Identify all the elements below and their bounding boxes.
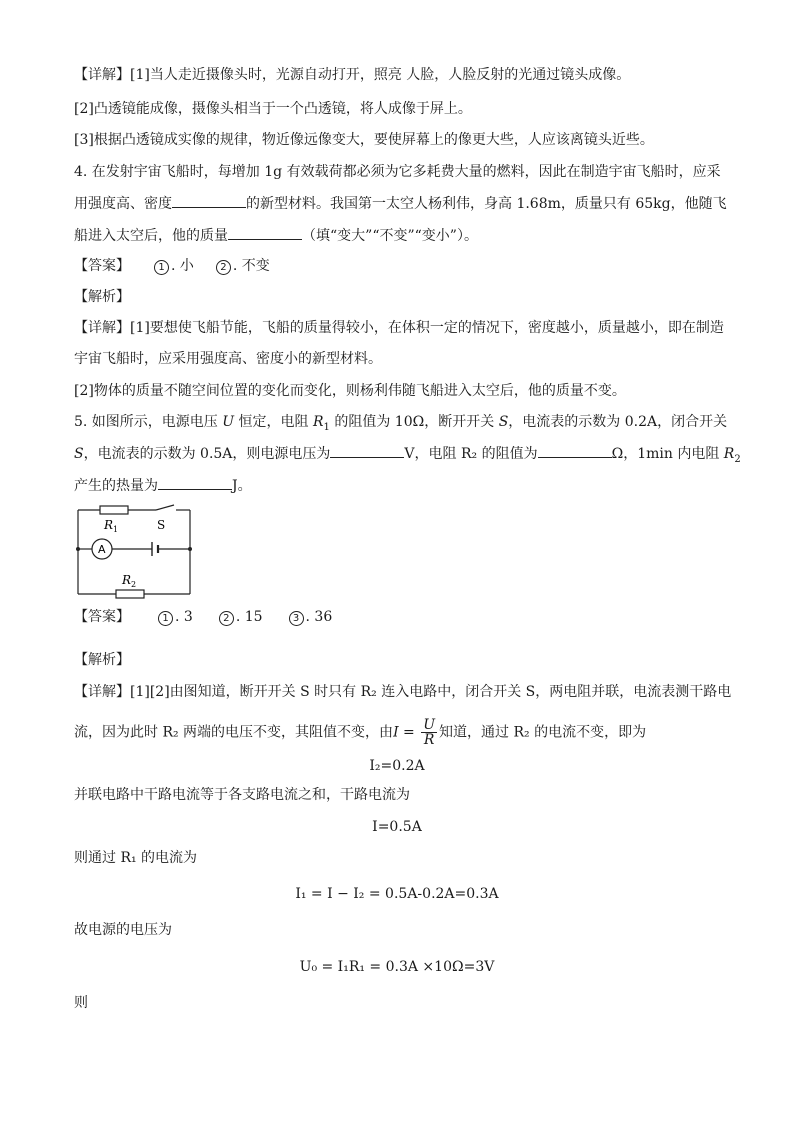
q4-detail-line-2: 宇宙飞船时，应采用强度高、密度小的新型材料。 xyxy=(74,351,382,367)
equation-3: I₁ = I − I₂ = 0.5A-0.2A=0.3A xyxy=(295,886,499,902)
q5-detail-line-2: 流，因为此时 R₂ 两端的电压不变，其阻值不变，由I = $\frac{U}{R}$ 知道，通过 R₂ 的电流不变，即为 xyxy=(74,717,647,748)
circled-1-icon: 1 xyxy=(158,611,173,626)
q4-analysis-label: 【解析】 xyxy=(74,289,130,305)
circled-1-icon: 1 xyxy=(154,260,169,275)
resistor-r1 xyxy=(100,506,128,514)
svg-text:S: S xyxy=(157,518,166,532)
q5-line-3: 产生的热量为 J。 xyxy=(74,478,252,494)
detail-label: 【详解】 xyxy=(74,67,130,83)
q5-line-1: 5. 如图所示，电源电压 U 恒定，电阻 $R_1$ 的阻值为 10Ω，断开开关 S，电流表的示数为 0.2A，闭合开关 xyxy=(74,414,728,433)
circled-3-icon: 3 xyxy=(289,611,304,626)
svg-text:R: R xyxy=(104,518,114,532)
q3-detail-line-1: 【详解】[1]当人走近摄像头时，光源自动打开，照亮 人脸，人脸反射的光通过镜头成像。 xyxy=(74,67,631,83)
svg-text:R: R xyxy=(122,573,132,587)
q5-analysis-label: 【解析】 xyxy=(74,652,130,668)
q5-answer: 【答案】 1 . 3 2 . 15 3 . 36 xyxy=(74,609,333,625)
q5-blank-1[interactable] xyxy=(330,444,404,458)
q5-blank-2[interactable] xyxy=(538,444,612,458)
switch-s xyxy=(156,505,174,510)
q4-detail-line-3: [2]物体的质量不随空间位置的变化而变化，则杨利伟随飞船进入太空后，他的质量不变。 xyxy=(74,383,626,399)
q5-detail-line-3: 并联电路中干路电流等于各支路电流之和，干路电流为 xyxy=(74,787,410,803)
q4-answer: 【答案】 1 . 小 2 . 不变 xyxy=(74,258,270,274)
ohms-law-fraction: $\frac{U}{R}$ xyxy=(423,717,436,748)
q3-detail-line-2: [2]凸透镜能成像，摄像头相当于一个凸透镜，将人成像于屏上。 xyxy=(74,101,472,117)
q3-detail-line-3: [3]根据凸透镜成实像的规律，物近像远像变大，要使屏幕上的像更大些，人应该离镜头近些。 xyxy=(74,132,654,148)
equation-1: I₂=0.2A xyxy=(369,758,425,774)
circuit-diagram xyxy=(70,502,200,602)
q4-blank-1[interactable] xyxy=(172,194,246,208)
q5-blank-3[interactable] xyxy=(158,476,232,490)
q5-detail-line-6: 则 xyxy=(74,995,88,1011)
q5-detail-line-5: 故电源的电压为 xyxy=(74,922,172,938)
circled-2-icon: 2 xyxy=(219,611,234,626)
q4-line-2: 用强度高、密度 的新型材料。我国第一太空人杨利伟，身高 1.68m，质量只有 65kg，他随飞 xyxy=(74,196,727,212)
resistor-r2 xyxy=(116,590,144,598)
circled-2-icon: 2 xyxy=(216,260,231,275)
q4-detail-line-1: 【详解】[1]要想使飞船节能，飞船的质量得较小，在体积一定的情况下，密度越小，质量越小，即在制造 xyxy=(74,320,724,336)
svg-text:A: A xyxy=(98,543,106,556)
q5-detail-line-1: 【详解】[1][2]由图知道，断开开关 S 时只有 R₂ 连入电路中，闭合开关 S，两电阻并联，电流表测干路电 xyxy=(74,684,732,700)
svg-text:2: 2 xyxy=(131,580,137,589)
svg-text:1: 1 xyxy=(113,525,119,534)
q5-detail-line-4: 则通过 R₁ 的电流为 xyxy=(74,850,198,866)
equation-4: U₀ = I₁R₁ = 0.3A ×10Ω=3V xyxy=(299,959,495,975)
q4-line-3: 船进入太空后，他的质量 （填“变大”“不变”“变小”）。 xyxy=(74,228,478,244)
q4-line-1: 4. 在发射宇宙飞船时，每增加 1g 有效载荷都必须为它多耗费大量的燃料，因此在制造宇宙飞船时，应采 xyxy=(74,164,721,180)
q5-line-2: S，电流表的示数为 0.5A，则电源电压为 V，电阻 R₂ 的阻值为 Ω，1min 内电阻 $R_2$ xyxy=(74,446,741,465)
equation-2: I=0.5A xyxy=(372,819,422,835)
q4-blank-2[interactable] xyxy=(228,226,302,240)
